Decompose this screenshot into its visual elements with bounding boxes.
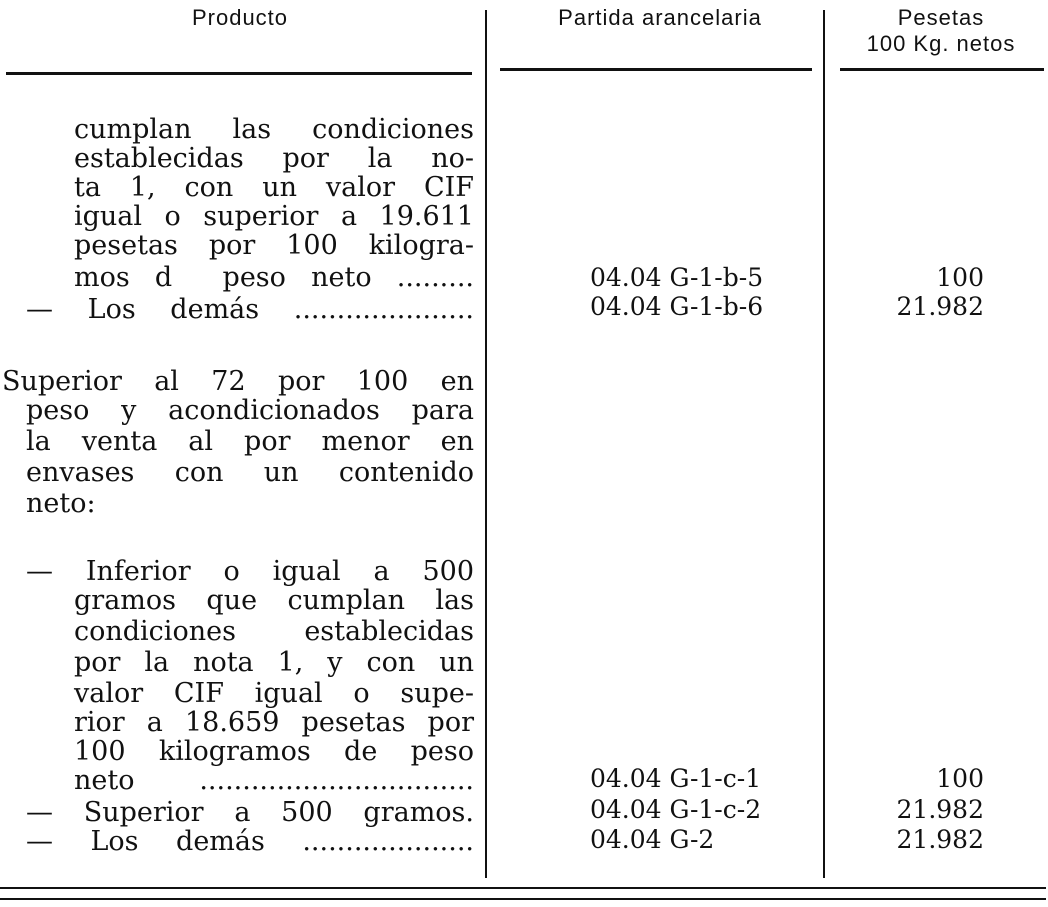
product-line: gramos que cumplan las xyxy=(74,585,474,616)
product-line: establecidas por la no- xyxy=(74,143,474,174)
price-value: 21.982 xyxy=(896,825,984,854)
bottom-rule-top xyxy=(0,887,1046,889)
product-line: mos d peso neto ......... xyxy=(74,262,474,293)
product-line: 100 kilogramos de peso xyxy=(74,736,474,767)
product-line: — Los demás .................... xyxy=(26,826,474,857)
product-line: peso y acondicionados para xyxy=(26,395,474,426)
product-line: envases con un contenido xyxy=(26,457,474,488)
product-line: — Los demás ..................... xyxy=(26,294,474,325)
product-line: la venta al por menor en xyxy=(26,426,474,457)
product-line: igual o superior a 19.611 xyxy=(74,201,474,232)
product-line: — Superior a 500 gramos. xyxy=(26,797,474,828)
tariff-code: 04.04 G-1-b-5 xyxy=(590,263,764,292)
header-rule-pesetas xyxy=(840,68,1044,71)
product-line: pesetas por 100 kilogra- xyxy=(74,230,474,261)
price-value: 21.982 xyxy=(896,795,984,824)
tariff-code: 04.04 G-1-b-6 xyxy=(590,292,764,321)
tariff-code: 04.04 G-1-c-1 xyxy=(590,764,762,793)
product-line: valor CIF igual o supe- xyxy=(74,678,474,709)
header-pesetas: Pesetas xyxy=(897,5,985,30)
header-pesetas-unit: 100 Kg. netos xyxy=(866,31,1016,56)
tariff-code: 04.04 G-1-c-2 xyxy=(590,795,762,824)
price-value: 100 xyxy=(936,263,984,292)
product-line: ta 1, con un valor CIF xyxy=(74,172,474,203)
product-line: neto ................................ xyxy=(74,765,474,796)
header-producto: Producto xyxy=(191,5,289,30)
column-divider-2 xyxy=(823,10,825,878)
column-divider-1 xyxy=(485,10,487,878)
tariff-code: 04.04 G-2 xyxy=(590,825,715,854)
header-rule-partida xyxy=(500,68,812,71)
product-line: Superior al 72 por 100 en xyxy=(2,366,474,397)
bottom-rule-bottom xyxy=(0,898,1046,900)
product-line: cumplan las condiciones xyxy=(74,114,474,145)
product-line: — Inferior o igual a 500 xyxy=(26,556,474,587)
product-line: neto: xyxy=(26,488,96,519)
price-value: 100 xyxy=(936,764,984,793)
price-value: 21.982 xyxy=(896,292,984,321)
header-rule-producto xyxy=(6,72,472,75)
product-line: por la nota 1, y con un xyxy=(74,647,474,678)
header-partida-arancelaria: Partida arancelaria xyxy=(558,5,762,30)
product-line: condiciones establecidas xyxy=(74,616,474,647)
product-line: rior a 18.659 pesetas por xyxy=(74,707,474,738)
